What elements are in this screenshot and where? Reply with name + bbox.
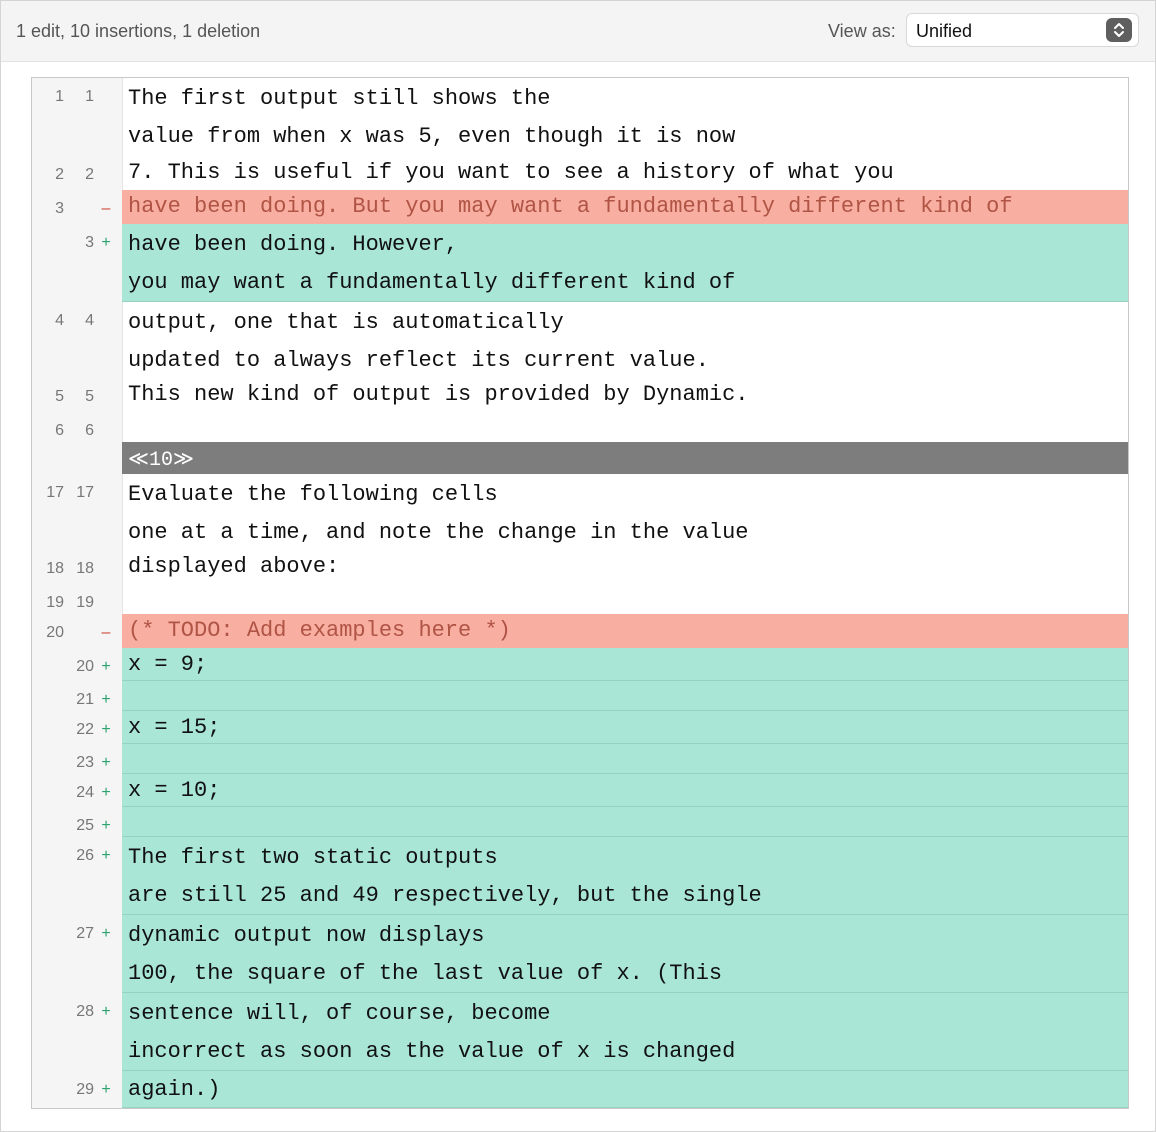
old-line-number: 18 <box>46 560 64 577</box>
minus-icon: – <box>101 624 111 641</box>
select-arrows-icon <box>1106 18 1132 42</box>
line-content <box>122 1071 1128 1108</box>
code-line: value from when x was 5, even though it is now <box>128 124 736 149</box>
new-line-number: 3 <box>85 234 94 251</box>
line-content <box>122 774 1128 807</box>
new-line-number: 2 <box>85 166 94 183</box>
diff-row-collapsed[interactable] <box>32 442 1128 474</box>
code-line: The first output still shows the <box>128 86 551 111</box>
plus-icon: + <box>101 721 111 738</box>
diff-row-context <box>32 474 1128 550</box>
new-line-number: 27 <box>76 925 94 942</box>
line-content <box>122 190 1128 224</box>
line-content <box>122 837 1128 915</box>
new-line-number: 21 <box>76 691 94 708</box>
diff-row-added <box>32 837 1128 915</box>
diff-row-added <box>32 711 1128 744</box>
old-line-number: 1 <box>55 88 64 105</box>
line-content <box>122 681 1128 711</box>
old-line-number: 3 <box>55 200 64 217</box>
diff-summary: 1 edit, 10 insertions, 1 deletion <box>16 21 261 41</box>
line-content <box>122 378 1128 412</box>
line-content <box>122 744 1128 774</box>
view-as-select[interactable] <box>906 13 1139 47</box>
plus-icon: + <box>101 691 111 708</box>
diff-row-added <box>32 648 1128 681</box>
code-line: updated to always reflect its current value. <box>128 348 709 373</box>
plus-icon: + <box>101 234 111 251</box>
diff-row-context <box>32 550 1128 584</box>
code-line: 7. This is useful if you want to see a history of what you <box>128 160 894 185</box>
line-content <box>122 584 1128 614</box>
code-line: have been doing. But you may want a fundamentally different kind of <box>128 194 1013 219</box>
diff-row-added <box>32 807 1128 837</box>
diff-row-added <box>32 744 1128 774</box>
new-line-number: 4 <box>85 312 94 329</box>
view-as-value: Unified <box>916 21 973 41</box>
diff-row-context <box>32 378 1128 412</box>
old-line-number: 20 <box>46 624 64 641</box>
code-line: sentence will, of course, become <box>128 1001 551 1026</box>
diff-row-context <box>32 302 1128 378</box>
new-line-number: 18 <box>76 560 94 577</box>
new-line-number: 6 <box>85 422 94 439</box>
line-content <box>122 614 1128 648</box>
new-line-number: 17 <box>76 484 94 501</box>
old-line-number: 17 <box>46 484 64 501</box>
code-line: Evaluate the following cells <box>128 482 498 507</box>
line-content <box>122 915 1128 993</box>
line-content <box>122 156 1128 190</box>
old-line-number: 6 <box>55 422 64 439</box>
collapsed-lines-label: ≪10≫ <box>128 449 194 472</box>
line-content <box>122 993 1128 1071</box>
new-line-number: 25 <box>76 817 94 834</box>
diff-row-context <box>32 78 1128 156</box>
plus-icon: + <box>101 925 111 942</box>
diff-row-context <box>32 156 1128 190</box>
plus-icon: + <box>101 817 111 834</box>
new-line-number: 19 <box>76 594 94 611</box>
line-content <box>122 302 1128 378</box>
plus-icon: + <box>101 847 111 864</box>
line-content <box>122 550 1128 584</box>
code-line: x = 10; <box>128 778 221 803</box>
diff-row-added <box>32 224 1128 302</box>
old-line-number: 19 <box>46 594 64 611</box>
diff-row-added <box>32 1071 1128 1108</box>
old-line-number: 5 <box>55 388 64 405</box>
new-line-number: 29 <box>76 1081 94 1098</box>
diff-row-context <box>32 412 1128 442</box>
code-line: have been doing. However, <box>128 232 459 257</box>
code-line: displayed above: <box>128 554 340 579</box>
diff-row-deleted <box>32 614 1128 648</box>
diff-row-added <box>32 993 1128 1071</box>
diff-view <box>31 77 1129 1109</box>
new-line-number: 1 <box>85 88 94 105</box>
old-line-number: 2 <box>55 166 64 183</box>
new-line-number: 24 <box>76 784 94 801</box>
diff-toolbar <box>1 1 1155 62</box>
code-line: incorrect as soon as the value of x is changed <box>128 1039 736 1064</box>
diff-row-added <box>32 915 1128 993</box>
code-line: one at a time, and note the change in the value <box>128 520 749 545</box>
line-content <box>122 442 1128 474</box>
new-line-number: 5 <box>85 388 94 405</box>
line-content <box>122 412 1128 442</box>
code-line: x = 9; <box>128 652 208 677</box>
code-line: This new kind of output is provided by Dynamic. <box>128 382 749 407</box>
plus-icon: + <box>101 1081 111 1098</box>
code-line: output, one that is automatically <box>128 310 564 335</box>
new-line-number: 22 <box>76 721 94 738</box>
diff-row-added <box>32 681 1128 711</box>
plus-icon: + <box>101 754 111 771</box>
line-content <box>122 711 1128 744</box>
view-as-label: View as: <box>828 21 896 41</box>
new-line-number: 26 <box>76 847 94 864</box>
line-content <box>122 807 1128 837</box>
old-line-number: 4 <box>55 312 64 329</box>
code-line: are still 25 and 49 respectively, but the single <box>128 883 762 908</box>
line-content <box>122 648 1128 681</box>
plus-icon: + <box>101 1003 111 1020</box>
line-content <box>122 224 1128 302</box>
code-line: The first two static outputs <box>128 845 498 870</box>
new-line-number: 23 <box>76 754 94 771</box>
plus-icon: + <box>101 658 111 675</box>
code-line: 100, the square of the last value of x. (This <box>128 961 723 986</box>
code-line: (* TODO: Add examples here *) <box>128 618 511 643</box>
line-content <box>122 474 1128 550</box>
minus-icon: – <box>101 200 111 217</box>
code-line: you may want a fundamentally different kind of <box>128 270 736 295</box>
code-line: x = 15; <box>128 715 221 740</box>
line-content <box>122 78 1128 156</box>
new-line-number: 20 <box>76 658 94 675</box>
diff-row-deleted <box>32 190 1128 224</box>
code-line: dynamic output now displays <box>128 923 485 948</box>
diff-row-added <box>32 774 1128 807</box>
new-line-number: 28 <box>76 1003 94 1020</box>
diff-row-context <box>32 584 1128 614</box>
plus-icon: + <box>101 784 111 801</box>
code-line: again.) <box>128 1077 221 1102</box>
